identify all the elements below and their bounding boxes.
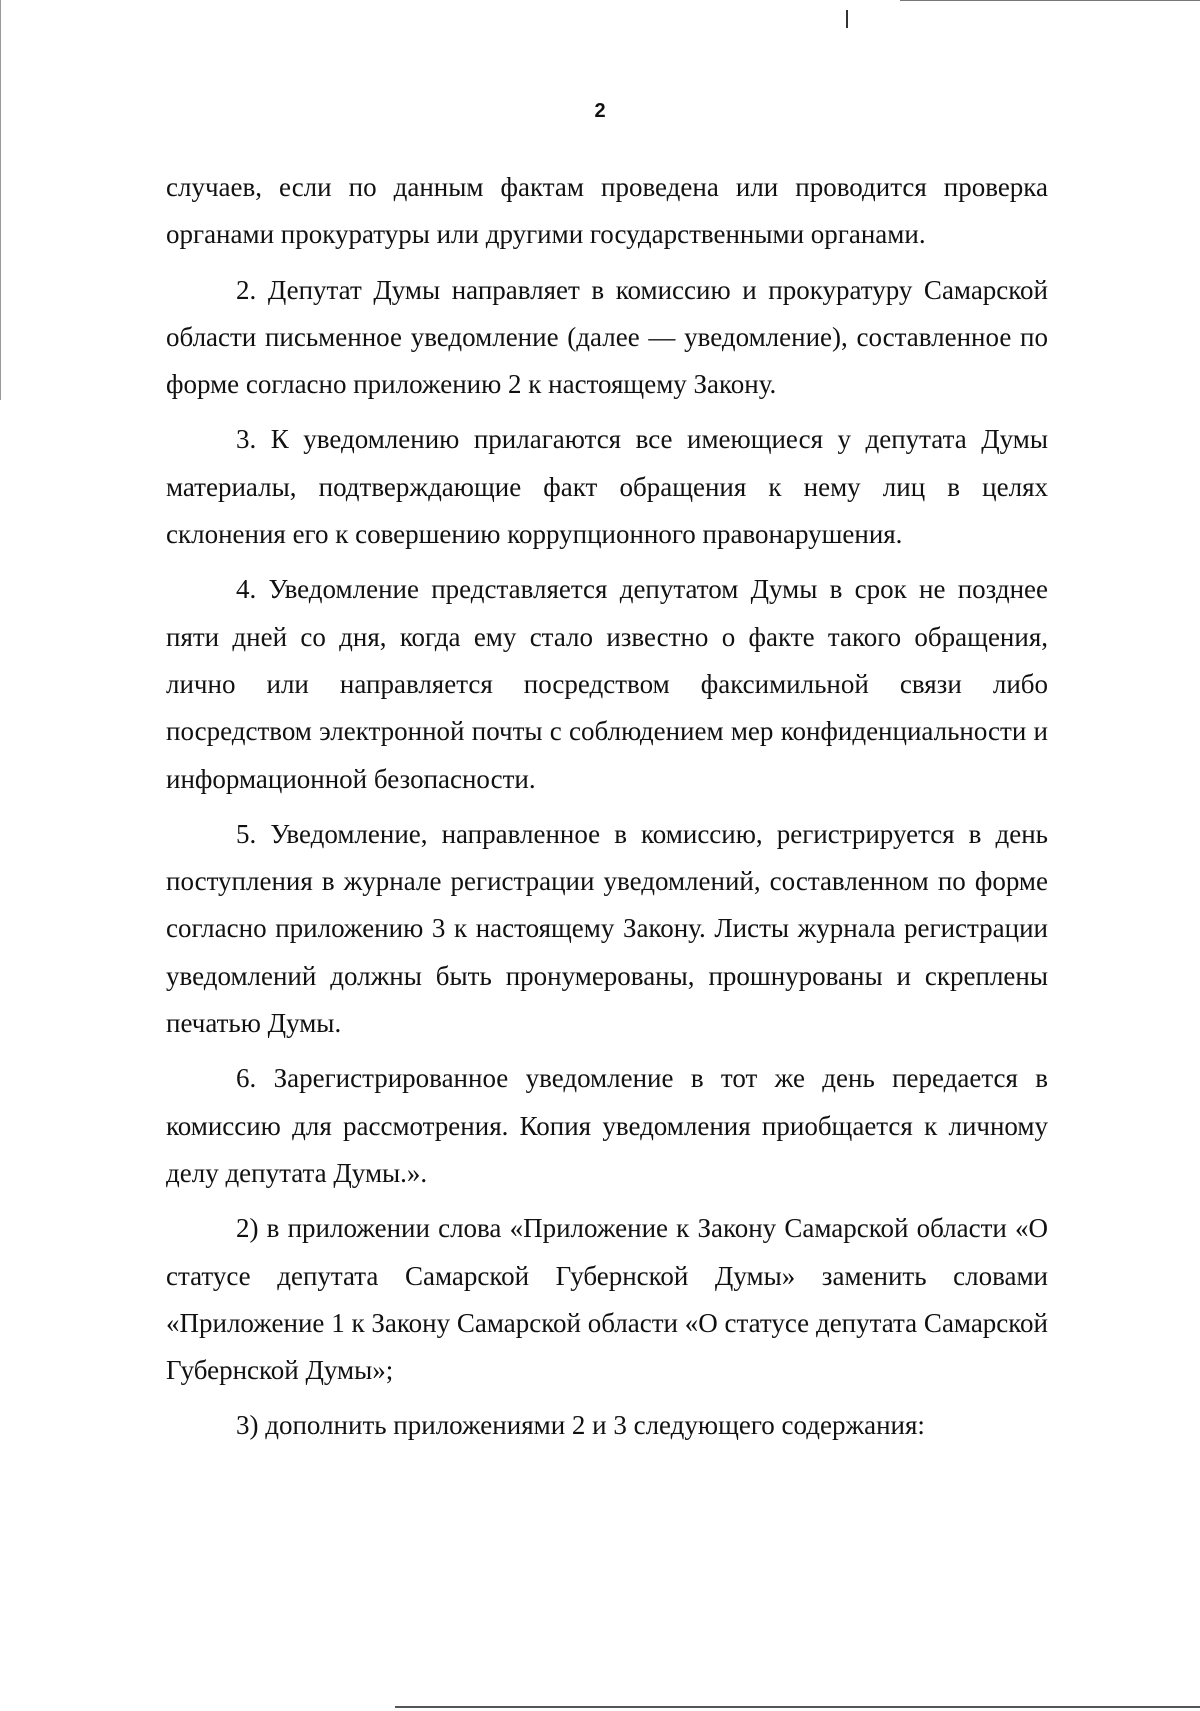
document-body [166, 164, 1048, 1450]
scan-mark [846, 10, 848, 28]
paragraph-subitem-3: 3) дополнить приложениями 2 и 3 следующего содержания: [236, 1410, 925, 1441]
paragraph-item-5: 5. Уведомление, направленное в комиссию, регистрируется в день поступления в журнале регистрации уведомлений, составленном по форме согласно приложению 3 к настоящему Закону. Листы журнала регистрации уведомлений должны быть пронумерованы, прошнурованы и скреплены печатью Думы. [166, 818, 1048, 1039]
paragraph-item-3: 3. К уведомлению прилагаются все имеющиеся у депутата Думы материалы, подтверждающие факт обращения к нему лиц в целях склонения его к совершению коррупционного правонарушения. [166, 424, 1048, 550]
scan-line-top [900, 0, 1200, 1]
scan-line-left [0, 0, 1, 400]
paragraph-item-2: 2. Депутат Думы направляет в комиссию и прокуратуру Самарской области письменное уведомление (далее — уведомление), составленное по форме согласно приложению 2 к настоящему Закону. [166, 274, 1048, 400]
scan-line-bottom [395, 1706, 1200, 1708]
page-number: 2 [594, 100, 606, 122]
paragraph-item-4: 4. Уведомление представляется депутатом Думы в срок не позднее пяти дней со дня, когда ему стало известно о факте такого обращения, лично или направляется посредством факсимильной связи либо посредством электронной почты с соблюдением мер конфиденциальности и информационной безопасности. [166, 574, 1048, 794]
paragraph-continuation: случаев, если по данным фактам проведена или проводится проверка органами прокуратуры или другими государственными органами. [166, 172, 1048, 250]
paragraph-subitem-2: 2) в приложении слова «Приложение к Закону Самарской области «О статусе депутата Самарской Губернской Думы» заменить словами «Приложение 1 к Закону Самарской области «О статусе депутата Самарской Губернской Думы»; [166, 1213, 1048, 1386]
paragraph-item-6: 6. Зарегистрированное уведомление в тот же день передается в комиссию для рассмотрения. Копия уведомления приобщается к личному делу депутата Думы.». [166, 1063, 1048, 1188]
